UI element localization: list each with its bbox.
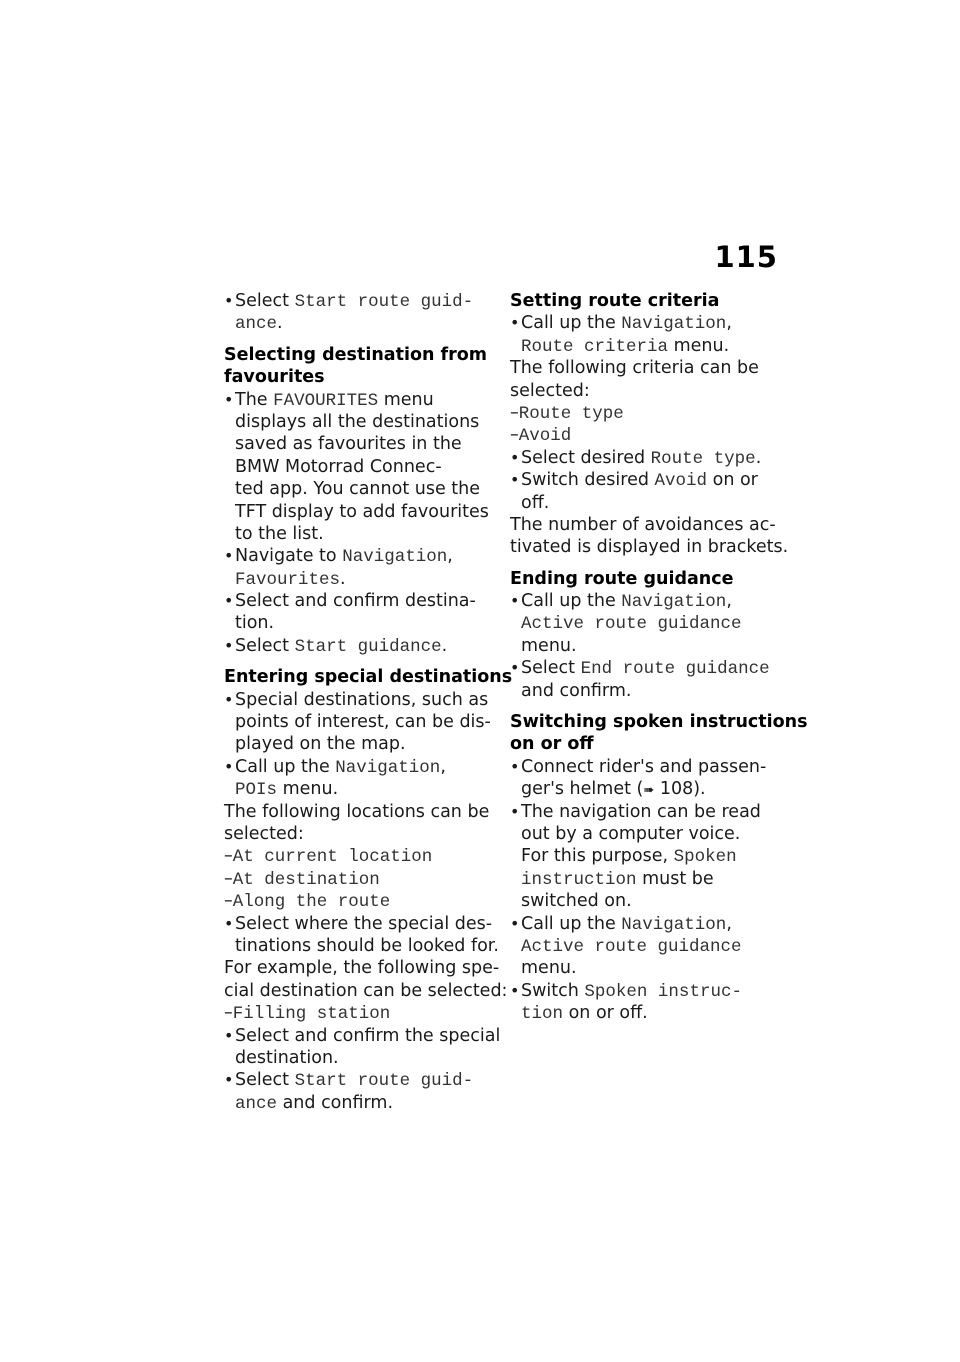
menu-term: End route guidance: [580, 659, 770, 680]
text-segment: .: [755, 447, 762, 468]
bullet-item: [510, 801, 782, 823]
menu-term: Active route guidance: [521, 614, 742, 635]
bullet-item: [224, 689, 496, 711]
bullet-item: [510, 980, 782, 1002]
section-heading: [510, 711, 808, 733]
menu-term: ance: [235, 314, 278, 335]
menu-term: ance: [235, 1093, 278, 1114]
text-segment: menu.: [668, 335, 730, 356]
bullet-item: [510, 447, 782, 469]
text-segment: menu: [378, 389, 434, 410]
text-segment: Select and confirm destina-: [235, 591, 476, 612]
text-segment: .: [340, 568, 346, 589]
text-segment: TFT display to add favourites: [235, 501, 489, 522]
bullet-item-continuation: [224, 778, 496, 800]
text-segment: menu.: [521, 958, 577, 979]
section-gap: [510, 559, 782, 568]
dash-list-item: [224, 1002, 496, 1024]
text-segment: Select: [235, 635, 295, 656]
text-segment: .: [441, 635, 448, 656]
text-segment: Select: [235, 291, 295, 311]
menu-term: tion: [521, 1004, 564, 1025]
text-segment: off.: [521, 492, 550, 513]
menu-term: Navigation: [621, 314, 727, 335]
bullet-item-continuation: [510, 1002, 782, 1024]
menu-term: Spoken: [673, 847, 737, 868]
menu-term: Along the route: [232, 892, 391, 913]
text-segment: Entering special destinations: [224, 667, 513, 688]
text-segment: switched on.: [521, 891, 632, 912]
menu-term: Start route guid-: [294, 292, 474, 312]
bullet-item-continuation: [510, 935, 782, 957]
menu-term: Filling station: [232, 1004, 391, 1025]
bullet-item: [224, 389, 496, 411]
text-segment: Call up the: [235, 756, 336, 777]
text-segment: to the list.: [235, 523, 324, 544]
bullet-item: [224, 290, 496, 312]
menu-term: Avoid: [654, 471, 708, 492]
text-segment: 108).: [654, 779, 706, 800]
dash-list-item: [510, 424, 782, 446]
text-segment: Special destinations, such as: [235, 689, 489, 710]
bullet-item-continuation: [510, 845, 782, 867]
text-line: [510, 357, 782, 379]
text-segment: ,: [726, 591, 732, 612]
text-segment: tivated is displayed in brackets.: [510, 537, 789, 558]
section-heading: [510, 733, 782, 755]
text-segment: and confirm.: [521, 680, 632, 701]
text-segment: must be: [636, 868, 714, 889]
text-segment: –: [224, 868, 233, 889]
bullet-item-continuation: [510, 823, 782, 845]
menu-term: Navigation: [342, 547, 448, 568]
section-heading: [510, 568, 782, 590]
menu-term: Navigation: [335, 757, 441, 778]
text-segment: played on the map.: [235, 734, 406, 755]
text-segment: For example, the following spe-: [224, 958, 500, 979]
text-segment: ,: [726, 313, 732, 334]
text-line: [224, 801, 496, 823]
bullet-item: [510, 657, 782, 679]
bullet-item-continuation: [224, 568, 496, 590]
text-segment: Select desired: [521, 447, 651, 468]
text-line: [224, 957, 500, 979]
bullet-item: [224, 913, 496, 935]
bullet-item: [510, 913, 782, 935]
bullet-item-continuation: [224, 711, 496, 733]
menu-term: Navigation: [621, 914, 727, 935]
bullet-item-continuation: [510, 957, 782, 979]
text-segment: tion.: [235, 613, 275, 634]
text-segment: Setting route criteria: [510, 291, 720, 311]
text-segment: ger's helmet (: [521, 779, 644, 800]
bullet-item: [224, 635, 496, 657]
menu-term: Navigation: [621, 592, 727, 613]
menu-term: Start guidance: [294, 636, 442, 657]
bullet-item-continuation: [510, 868, 782, 890]
text-segment: Selecting destination from: [224, 344, 488, 365]
text-segment: –: [510, 402, 519, 423]
text-segment: Switch desired: [521, 470, 655, 491]
menu-term: At destination: [232, 869, 380, 890]
menu-term: Route type: [650, 448, 756, 469]
menu-term: instruction: [521, 869, 637, 890]
text-segment: on or off.: [563, 1003, 648, 1024]
text-line: [510, 514, 782, 536]
dash-list-item: [224, 890, 496, 912]
text-segment: menu.: [277, 779, 339, 800]
bullet-item-continuation: [510, 335, 782, 357]
text-segment: Select: [521, 658, 581, 679]
section-gap: [510, 702, 782, 711]
bullet-item: [224, 1025, 501, 1047]
text-segment: The following locations can be: [224, 801, 490, 822]
bullet-item: [224, 1069, 496, 1091]
bullet-item: [510, 469, 782, 491]
bullet-item-continuation: [510, 680, 782, 702]
text-segment: Call up the: [521, 313, 622, 334]
text-segment: out by a computer voice.: [521, 823, 741, 844]
section-heading: [510, 290, 782, 312]
section-gap: [224, 335, 496, 344]
page-number: 115: [714, 240, 778, 274]
left-column: [224, 290, 513, 1114]
bullet-item: [510, 756, 782, 778]
text-segment: selected:: [224, 823, 304, 844]
bullet-item-continuation: [224, 411, 496, 433]
text-segment: displays all the destinations: [235, 411, 480, 432]
section-gap: [224, 657, 496, 666]
text-segment: The number of avoidances ac-: [510, 514, 776, 535]
text-segment: Connect rider's and passen-: [521, 756, 767, 777]
text-segment: favourites: [224, 367, 325, 388]
bullet-item: [510, 312, 782, 334]
text-segment: Switching spoken instructions: [510, 712, 808, 733]
section-heading: [224, 366, 496, 388]
text-segment: For this purpose,: [521, 846, 674, 867]
bullet-item-continuation: [224, 733, 496, 755]
text-segment: Navigate to: [235, 546, 343, 567]
text-segment: Select and confirm the special: [235, 1025, 501, 1046]
text-segment: Select where the special des-: [235, 913, 493, 934]
text-segment: BMW Motorrad Connec-: [235, 456, 442, 477]
text-segment: ,: [440, 756, 446, 777]
text-segment: ,: [447, 546, 453, 567]
text-line: [224, 980, 508, 1002]
text-line: [224, 823, 496, 845]
text-segment: –: [510, 425, 519, 446]
bullet-item-continuation: [224, 523, 496, 545]
bullet-item-continuation: [224, 935, 499, 957]
text-segment: Select: [235, 1070, 295, 1091]
text-segment: ted app. You cannot use the: [235, 479, 481, 500]
bullet-item-continuation: [510, 778, 782, 800]
menu-term: Spoken instruc-: [584, 981, 742, 1002]
bullet-item-continuation: [510, 635, 782, 657]
text-segment: The navigation can be read: [521, 801, 761, 822]
text-segment: on or: [707, 470, 758, 491]
page-reference-arrow-icon: ➠: [643, 783, 655, 799]
text-line: [510, 536, 789, 558]
bullet-item-continuation: [224, 612, 496, 634]
text-segment: The following criteria can be: [510, 358, 759, 379]
bullet-item-continuation: [224, 312, 496, 334]
bullet-item-continuation: [224, 1092, 496, 1114]
menu-term: Avoid: [518, 426, 572, 447]
text-segment: on or off: [510, 734, 594, 755]
menu-term: FAVOURITES: [273, 390, 379, 411]
text-segment: –: [224, 891, 233, 912]
text-segment: Switch: [521, 980, 585, 1001]
text-line: [510, 380, 782, 402]
text-segment: saved as favourites in the: [235, 434, 462, 455]
bullet-item-continuation: [224, 478, 496, 500]
text-segment: cial destination can be selected:: [224, 980, 508, 1001]
text-segment: –: [224, 846, 233, 867]
bullet-item: [224, 756, 496, 778]
menu-term: Start route guid-: [294, 1071, 474, 1092]
bullet-item-continuation: [224, 433, 496, 455]
bullet-item: [510, 590, 782, 612]
text-segment: Call up the: [521, 913, 622, 934]
dash-list-item: [224, 868, 496, 890]
text-segment: Call up the: [521, 591, 622, 612]
text-segment: destination.: [235, 1047, 339, 1068]
menu-term: At current location: [232, 847, 433, 868]
bullet-item: [224, 590, 496, 612]
bullet-item-continuation: [510, 492, 782, 514]
bullet-item-continuation: [224, 456, 496, 478]
dash-list-item: [510, 402, 782, 424]
menu-term: POIs: [235, 780, 278, 801]
menu-term: Active route guidance: [521, 936, 742, 957]
bullet-item: [224, 545, 496, 567]
menu-term: Favourites: [235, 569, 341, 590]
dash-list-item: [224, 845, 496, 867]
text-segment: selected:: [510, 380, 590, 401]
text-segment: The: [235, 389, 274, 410]
bullet-item-continuation: [224, 501, 496, 523]
bullet-item-continuation: [510, 890, 782, 912]
menu-term: Route criteria: [521, 336, 669, 357]
text-segment: and confirm.: [277, 1092, 394, 1113]
text-segment: Ending route guidance: [510, 568, 734, 589]
right-column: [510, 290, 808, 1025]
text-segment: ,: [726, 913, 732, 934]
text-segment: tinations should be looked for.: [235, 935, 499, 956]
section-heading: [224, 666, 513, 688]
bullet-item-continuation: [510, 612, 782, 634]
bullet-item-continuation: [224, 1047, 496, 1069]
text-segment: –: [224, 1003, 233, 1024]
text-segment: points of interest, can be dis-: [235, 712, 491, 733]
text-segment: .: [277, 313, 283, 334]
text-segment: menu.: [521, 635, 577, 656]
menu-term: Route type: [518, 403, 624, 424]
section-heading: [224, 344, 496, 366]
